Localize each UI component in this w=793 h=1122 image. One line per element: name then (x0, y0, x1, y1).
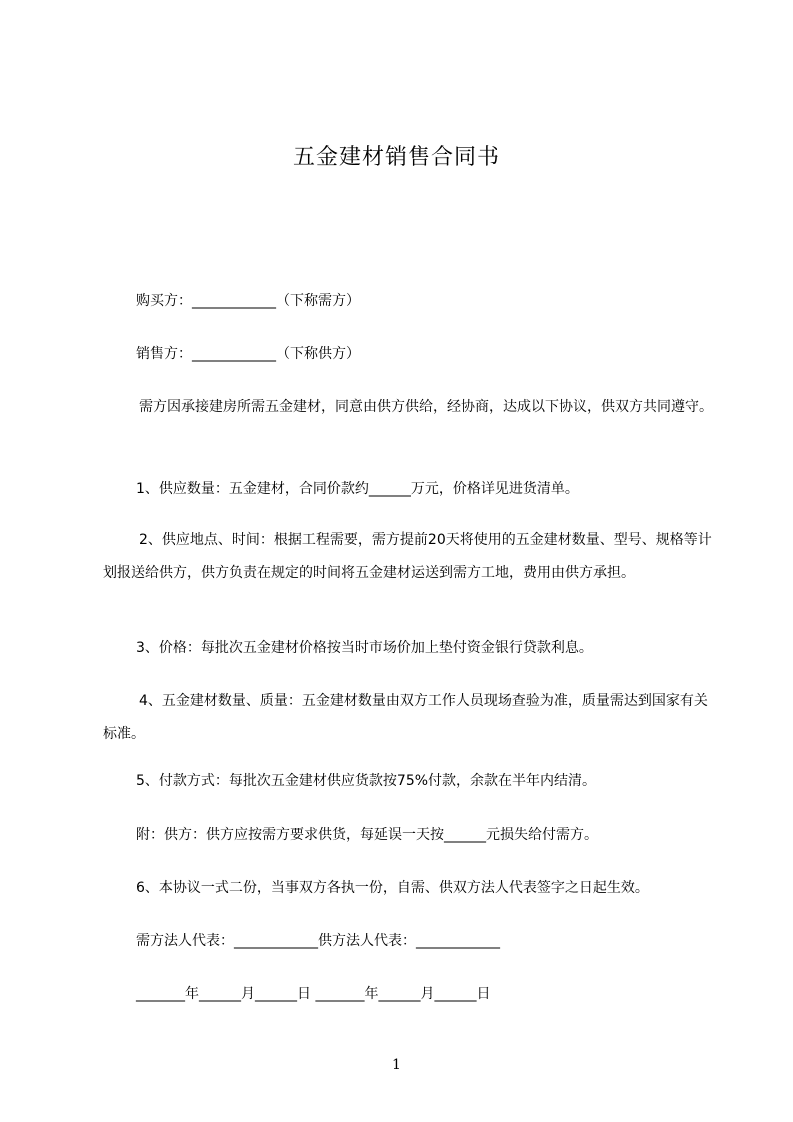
seller-line: 销售方：____________（下称供方） (136, 346, 360, 362)
appendix-clause: 附：供方：供方应按需方要求供货，每延误一天按______元损失给付需方。 (136, 827, 598, 843)
clause-4: 4、五金建材数量、质量：五金建材数量由双方工作人员现场查验为准，质量需达到国家有关标准。 (103, 693, 708, 742)
clause-6: 6、本协议一式二份，当事双方各执一份，自需、供双方法人代表签字之日起生效。 (136, 880, 649, 896)
intro-paragraph: 需方因承接建房所需五金建材，同意由供方供给，经协商，达成以下协议，供双方共同遵守。 (139, 399, 713, 415)
clause-2: 2、供应地点、时间：根据工程需要，需方提前20天将使用的五金建材数量、型号、规格等计划报送给供方，供方负责在规定的时间将五金建材运送到需方工地，费用由供方承担。 (103, 532, 712, 581)
signature-line: 需方法人代表：____________供方法人代表：____________ (136, 933, 500, 949)
buyer-line: 购买方：____________（下称需方） (136, 293, 360, 309)
clause-5: 5、付款方式：每批次五金建材供应货款按75%付款，余款在半年内结清。 (136, 773, 597, 789)
document-title: 五金建材销售合同书 (292, 145, 500, 170)
clause-3: 3、价格：每批次五金建材价格按当时市场价加上垫付资金银行贷款利息。 (136, 640, 593, 656)
page-number: 1 (392, 1057, 401, 1073)
clause-1: 1、供应数量：五金建材，合同价款约______万元，价格详见进货清单。 (136, 481, 579, 497)
date-line: _______年______月______日 _______年______月______日 (136, 986, 491, 1002)
